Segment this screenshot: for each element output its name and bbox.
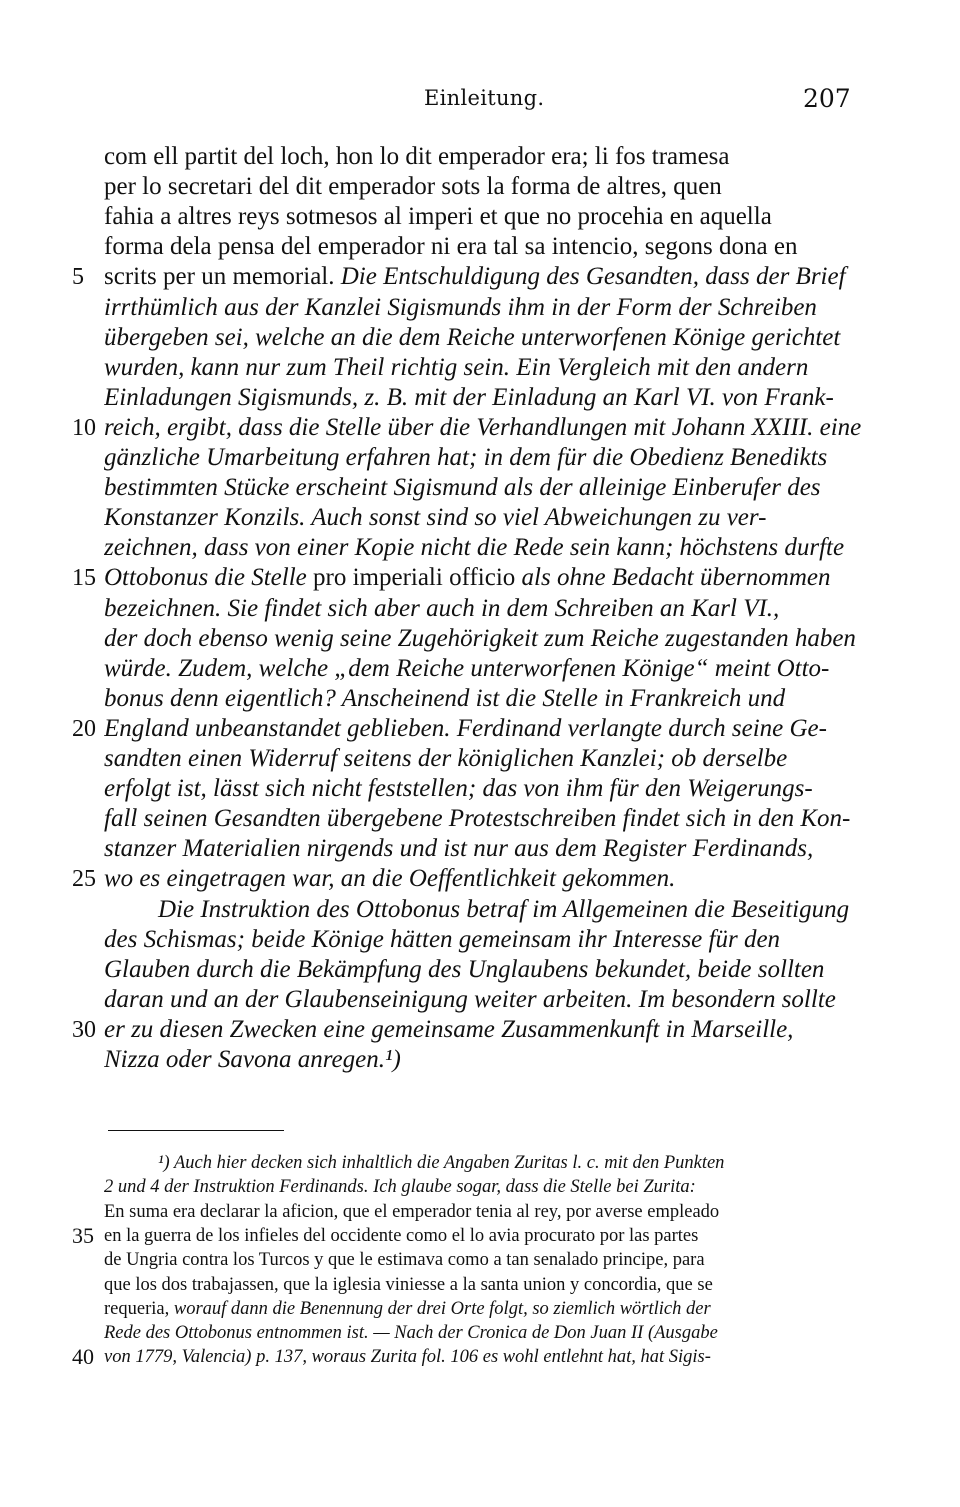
body-line: [104, 774, 894, 804]
body-line: [104, 895, 894, 925]
body-line: [104, 202, 894, 232]
body-line: [104, 473, 894, 503]
body-line: [104, 293, 894, 323]
body-text-run: Die Entschuldigung des Gesandten, dass der Brief: [340, 263, 846, 291]
body-text-run: sandten einen Widerruf seitens der königlichen Kanzlei; ob derselbe: [104, 745, 788, 772]
body-text-run: fahia a altres reys sotmesos al imperi et que no procehia en aquella: [104, 203, 772, 231]
body-line-number: 5: [72, 264, 84, 291]
footnote-text-run: 2 und 4 der Instruktion Ferdinands. Ich glaube sogar, dass die Stelle bei Zurita:: [104, 1177, 696, 1198]
footnote-text-run: que los dos trabajassen, que la iglesia viniesse a la santa union y concordia, que se: [104, 1274, 713, 1295]
footnote-text-run: Rede des Ottobonus entnommen ist. — Nach der Cronica de Don Juan II (Ausgabe: [104, 1323, 718, 1344]
body-text-run: reich, ergibt, dass die Stelle über die Verhandlungen mit Johann XXIII. eine: [104, 413, 862, 441]
body-line: [104, 383, 894, 413]
body-line: [104, 804, 894, 834]
body-text-run: übergeben sei, welche an die dem Reiche unterworfenen Könige gerichtet: [104, 323, 841, 351]
body-line: [104, 744, 894, 774]
body-text-run: daran und an der Glaubenseinigung weiter arbeiten. Im besondern sollte: [104, 985, 836, 1013]
body-line: [104, 413, 894, 443]
body-text-run: er zu diesen Zwecken eine gemeinsame Zusammenkunft in Marseille,: [104, 1015, 794, 1043]
body-text-run: pro imperiali officio: [313, 564, 516, 592]
body-text-run: bezeichnen. Sie findet sich aber auch in dem Schreiben an Karl VI.,: [104, 594, 780, 622]
footnote-line-number: 35: [72, 1222, 94, 1248]
footnote-line: [104, 1321, 894, 1345]
footnote-line: [104, 1297, 894, 1321]
body-line-number: 15: [72, 565, 96, 592]
body-line: [104, 955, 894, 985]
footnote-line: [104, 1151, 894, 1175]
body-line: [104, 834, 894, 864]
footnote-line: [104, 1248, 894, 1272]
footnote-line: [104, 1345, 894, 1369]
body-line: [104, 594, 894, 624]
body-line: [104, 1045, 894, 1075]
body-text-run: des Schismas; beide Könige hätten gemeinsam ihr Interesse für den: [104, 925, 781, 953]
body-text-run: per lo secretari del dit emperador sots la forma de altres, quen: [104, 173, 722, 201]
body-line: [104, 232, 894, 262]
body-text-run: Ottobonus die Stelle: [104, 564, 313, 592]
footnote-text-run: de Ungria contra los Turcos y que le estimava como a tan senalado principe, para: [104, 1250, 705, 1271]
body-line: [104, 323, 894, 353]
body-line: [104, 262, 894, 292]
page-header: [0, 86, 960, 118]
body-line: [104, 624, 894, 654]
body-text-run: Nizza oder Savona anregen.¹): [104, 1046, 401, 1073]
body-line: [104, 864, 894, 894]
body-text-run: scrits per un memorial.: [104, 263, 341, 291]
body-line: [104, 563, 894, 593]
body-text-run: wurden, kann nur zum Theil richtig sein. Ein Vergleich mit den andern: [104, 353, 809, 381]
body-text-run: Die Instruktion des Ottobonus betraf im Allgemeinen die Beseitigung: [158, 895, 850, 923]
body-line: [104, 142, 894, 172]
page-number: 207: [803, 84, 851, 113]
body-text-run: England unbeanstandet geblieben. Ferdinand verlangte durch seine Ge-: [104, 714, 827, 742]
footnote-line: [104, 1200, 894, 1224]
body-text-run: als ohne Bedacht übernommen: [515, 564, 831, 592]
body-text-run: com ell partit del loch, hon lo dit emperador era; li fos tramesa: [104, 143, 730, 170]
body-line: [104, 925, 894, 955]
body-line: [104, 353, 894, 383]
footnote-text-run: requeria,: [104, 1298, 174, 1319]
body-line: [104, 172, 894, 202]
body-text-run: der doch ebenso wenig seine Zugehörigkeit zum Reiche zugestanden haben: [104, 624, 856, 652]
body-line: [104, 654, 894, 684]
body-line: [104, 533, 894, 563]
footnote-line: [104, 1273, 894, 1297]
body-text-run: stanzer Materialien nirgends und ist nur aus dem Register Ferdinands,: [104, 835, 814, 863]
body-line: [104, 714, 894, 744]
footnote-line: [104, 1175, 894, 1199]
body-text-run: bestimmten Stücke erscheint Sigismund als der alleinige Einberufer des: [104, 474, 821, 502]
body-text-run: Glauben durch die Bekämpfung des Unglaubens bekundet, beide sollten: [104, 955, 825, 983]
body-line-number: 25: [72, 866, 96, 893]
footnote-text-run: ¹) Auch hier decken sich inhaltlich die Angaben Zuritas l. c. mit den Punkten: [158, 1153, 725, 1173]
body-text-run: zeichnen, dass von einer Kopie nicht die Rede sein kann; höchstens durfte: [104, 534, 845, 562]
body-line-number: 10: [72, 414, 96, 441]
body-line: [104, 443, 894, 473]
footnote-rule: [108, 1130, 284, 1131]
footnote-text-run: worauf dann die Benennung der drei Orte folgt, so ziemlich wörtlich der: [173, 1298, 711, 1319]
body-text-run: Einladungen Sigismunds, z. B. mit der Einladung an Karl VI. von Frank-: [104, 383, 834, 411]
body-line: [104, 503, 894, 533]
body-text-run: fall seinen Gesandten übergebene Protestschreiben findet sich in den Kon-: [104, 805, 851, 833]
body-text-run: würde. Zudem, welche „dem Reiche unterworfenen Könige“ meint Otto-: [104, 654, 830, 682]
body-text-run: erfolgt ist, lässt sich nicht feststellen; das von ihm für den Weigerungs-: [104, 775, 813, 803]
footnote-text-run: en la guerra de los infieles del occidente como el lo avia procurato por las partes: [104, 1225, 699, 1246]
body-text-run: bonus denn eigentlich? Anscheinend ist die Stelle in Frankreich und: [104, 684, 786, 712]
body-text-run: forma dela pensa del emperador ni era tal sa intencio, segons dona en: [104, 233, 798, 261]
body-text-run: Konstanzer Konzils. Auch sonst sind so viel Abweichungen zu ver-: [104, 504, 767, 532]
body-line: [104, 684, 894, 714]
body-line-number: 20: [72, 715, 96, 742]
body-text-run: gänzliche Umarbeitung erfahren hat; in dem für die Obedienz Benedikts: [104, 444, 828, 471]
body-line-number: 30: [72, 1016, 96, 1043]
body-text-run: irrthümlich aus der Kanzlei Sigismunds ihm in der Form der Schreiben: [104, 293, 817, 321]
footnote-line: [104, 1224, 894, 1248]
body-text-run: wo es eingetragen war, an die Oeffentlichkeit gekommen.: [104, 865, 676, 893]
footnote-line-number: 40: [72, 1344, 94, 1370]
running-head: Einleitung.: [424, 86, 545, 110]
body-line: [104, 985, 894, 1015]
footnote-text-run: En suma era declarar la aficion, que el emperador tenia al rey, por averse empleado: [104, 1201, 720, 1222]
body-line: [104, 1015, 894, 1045]
footnote-text-run: von 1779, Valencia) p. 137, woraus Zurita fol. 106 es wohl entlehnt hat, hat Sigis-: [104, 1347, 711, 1368]
